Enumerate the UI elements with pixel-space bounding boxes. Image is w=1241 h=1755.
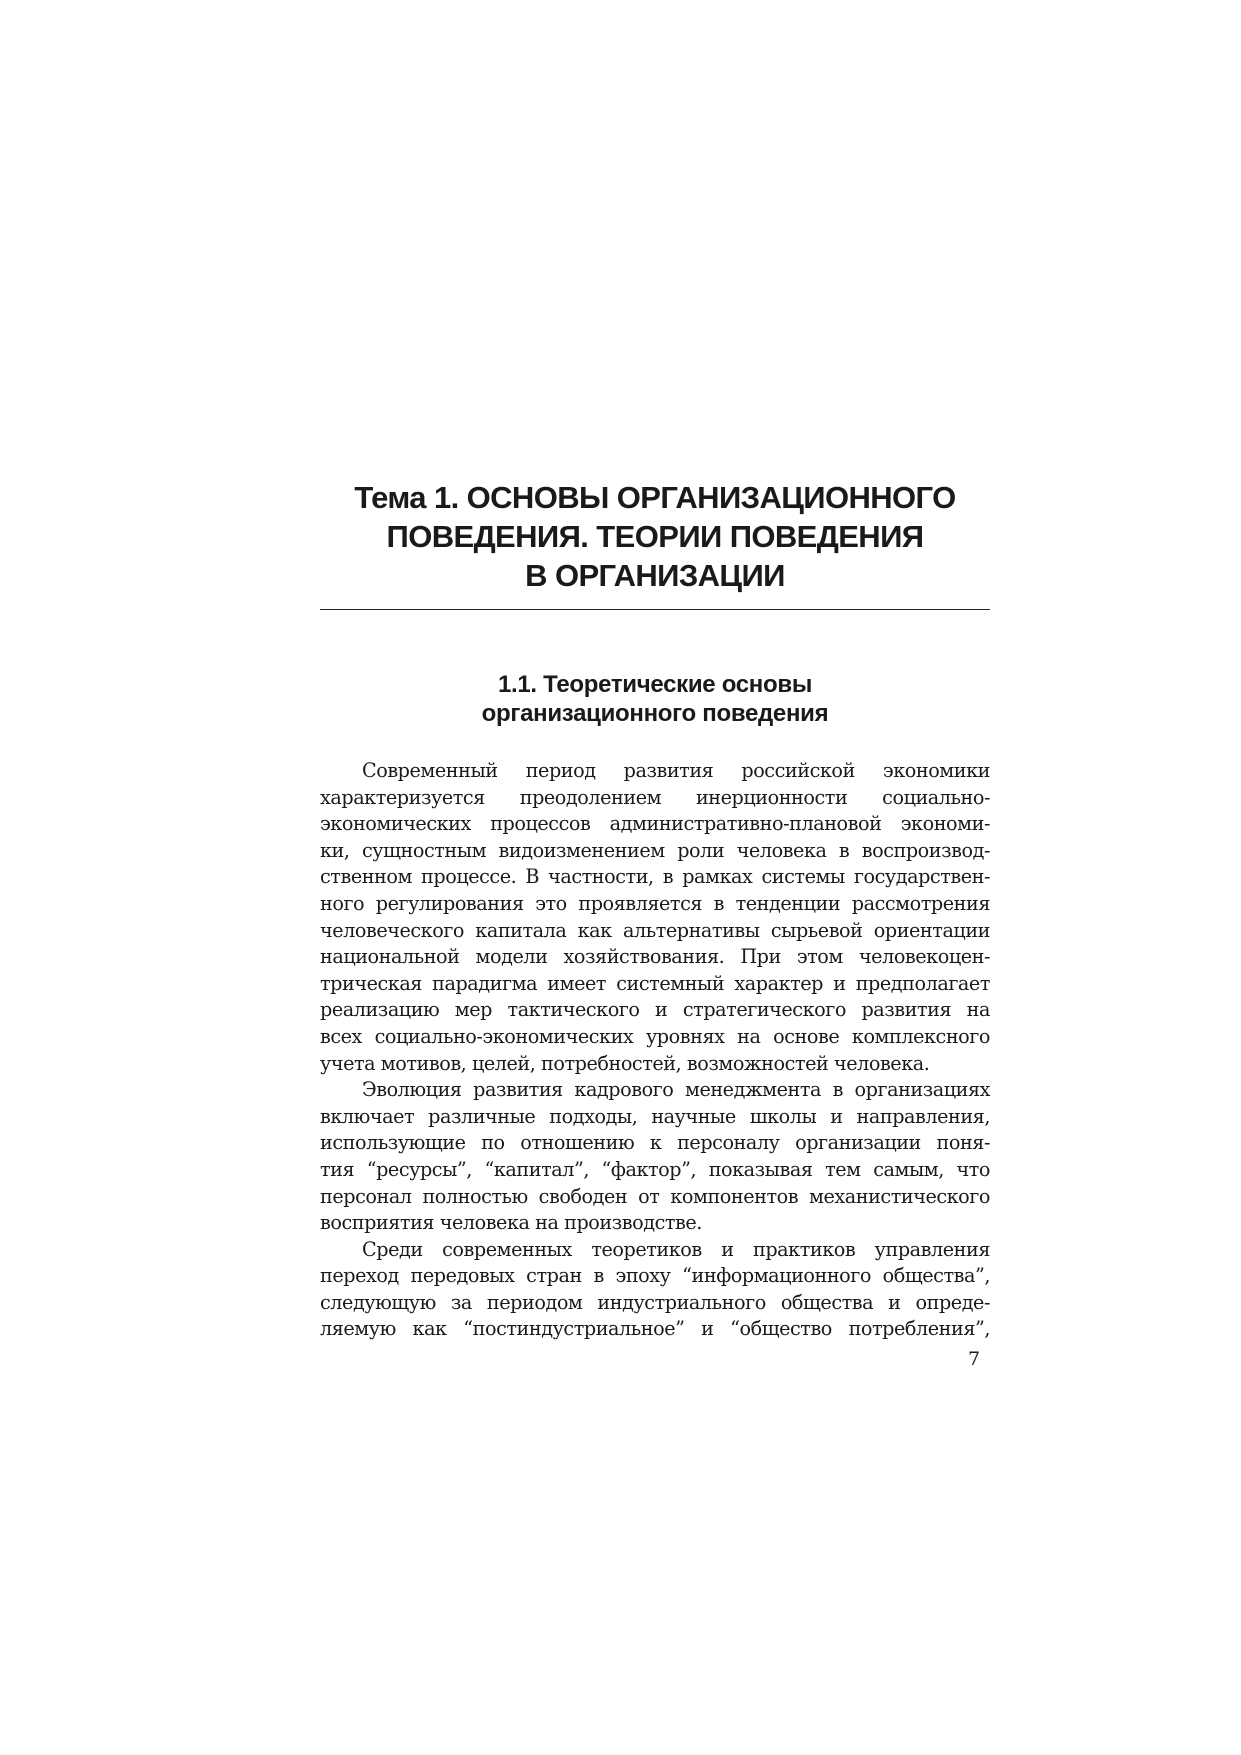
- section-title-line: 1.1. Теоретические основы: [497, 671, 813, 698]
- chapter-title-line: Тема 1. ОСНОВЫ ОРГАНИЗАЦИОННОГО: [354, 480, 956, 515]
- text-line: персонал полностью свободен от компонентов механистического: [320, 1184, 990, 1208]
- text-line: ки, сущностным видоизменением роли человека в воспроизвод-: [320, 838, 990, 862]
- text-line: Эволюция развития кадрового менеджмента в организациях: [362, 1078, 990, 1102]
- paragraph: [320, 1077, 990, 1237]
- section-title-line: организационного поведения: [481, 700, 829, 727]
- chapter-title-line: ПОВЕДЕНИЯ. ТЕОРИИ ПОВЕДЕНИЯ: [386, 519, 924, 554]
- text-line: экономических процессов административно-плановой экономи-: [320, 812, 990, 836]
- text-line: следующую за периодом индустриального общества и опреде-: [320, 1290, 990, 1314]
- text-line: ляемую как “постиндустриальное” и “общество потребления”,: [320, 1317, 990, 1341]
- text-line: ственном процессе. В частности, в рамках системы государствен-: [320, 865, 990, 889]
- text-line: ного регулирования это проявляется в тенденции рассмотрения: [320, 891, 990, 915]
- paragraph: [320, 758, 990, 1077]
- text-line: учета мотивов, целей, потребностей, возможностей человека.: [320, 1051, 930, 1075]
- text-line: реализацию мер тактического и стратегического развития на: [320, 998, 990, 1022]
- text-line: восприятия человека на производстве.: [320, 1211, 702, 1235]
- text-line: человеческого капитала как альтернативы сырьевой ориентации: [320, 918, 990, 942]
- text-line: Современный период развития российской экономики: [362, 759, 990, 782]
- paragraph: [320, 1237, 990, 1343]
- text-line: характеризуется преодолением инерционности социально-: [320, 785, 990, 809]
- text-line: всех социально-экономических уровнях на основе комплексного: [320, 1024, 990, 1048]
- text-line: трическая парадигма имеет системный характер и предполагает: [320, 971, 990, 995]
- text-line: включает различные подходы, научные школы и направления,: [320, 1104, 990, 1128]
- page-content: [320, 478, 990, 1343]
- chapter-title-line: В ОРГАНИЗАЦИИ: [525, 558, 785, 593]
- page-number: 7: [968, 1348, 981, 1370]
- text-line: использующие по отношению к персоналу организации поня-: [320, 1131, 990, 1155]
- section-title: [320, 670, 990, 728]
- body-text: [320, 758, 990, 1343]
- text-line: тия “ресурсы”, “капитал”, “фактор”, показывая тем самым, что: [320, 1157, 990, 1181]
- text-line: Среди современных теоретиков и практиков управления: [362, 1237, 990, 1261]
- chapter-title: [320, 478, 990, 610]
- text-line: переход передовых стран в эпоху “информационного общества”,: [320, 1264, 990, 1288]
- text-line: национальной модели хозяйствования. При этом человекоцен-: [320, 945, 990, 969]
